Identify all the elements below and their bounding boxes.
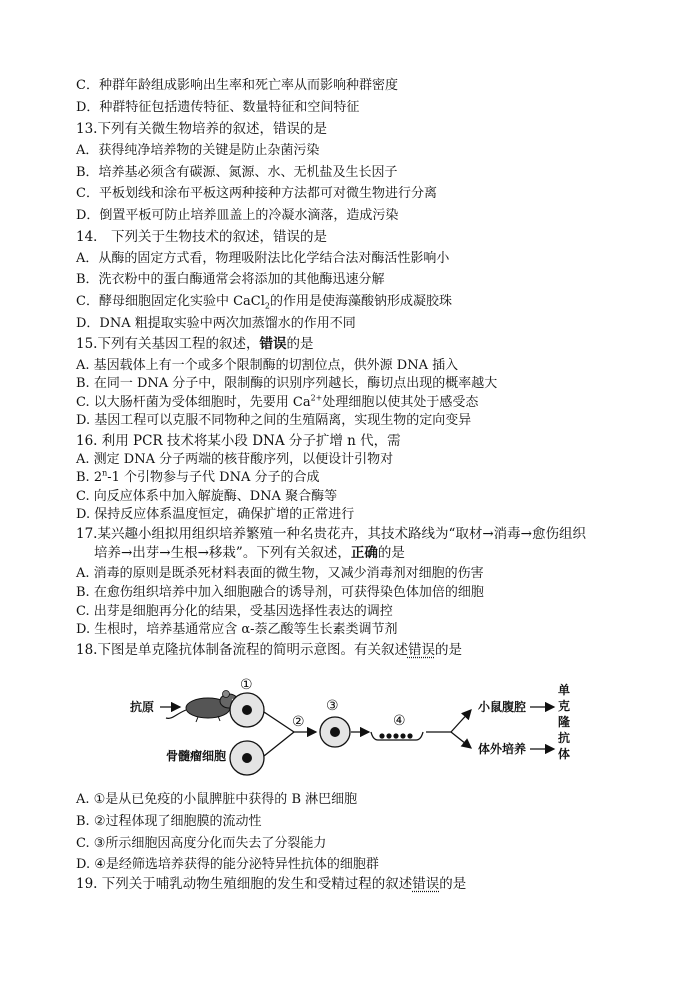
superscript-n: n bbox=[102, 468, 108, 478]
monoclonal-antibody-diagram bbox=[126, 670, 586, 782]
label-number-2: ② bbox=[292, 714, 305, 730]
keyword-wrong-dotted: 错误 bbox=[407, 642, 435, 658]
superscript-2plus: 2+ bbox=[310, 393, 323, 403]
question-15-stem bbox=[76, 336, 313, 352]
question-19-text-2: 的是 bbox=[439, 876, 467, 892]
label-number-1: ① bbox=[240, 677, 253, 693]
mouse-icon bbox=[166, 691, 238, 723]
option-14c-text-1: C．酵母细胞固定化实验中 CaCl bbox=[76, 294, 265, 309]
branch-arrow-lower bbox=[451, 732, 471, 748]
option-16b bbox=[76, 470, 320, 486]
question-15-text-1: 15.下列有关基因工程的叙述， bbox=[76, 336, 260, 352]
option-17c: C. 出芽是细胞再分化的结果，受基因选择性表达的调控 bbox=[76, 604, 393, 619]
question-19-text-1: 19. 下列关于哺乳动物生殖细胞的发生和受精过程的叙述 bbox=[76, 876, 413, 892]
option-15d: D. 基因工程可以克服不同物种之间的生殖隔离，实现生物的定向变异 bbox=[76, 413, 472, 428]
option-14c-text-2: 的作用是使海藻酸钠形成凝胶珠 bbox=[269, 294, 452, 309]
option-16a: A. 测定 DNA 分子两端的核苷酸序列，以便设计引物对 bbox=[76, 452, 394, 467]
option-18b: B. ②过程体现了细胞膜的流动性 bbox=[76, 814, 262, 829]
question-19-stem bbox=[76, 876, 466, 892]
option-16c: C. 向反应体系中加入解旋酶、DNA 聚合酶等 bbox=[76, 489, 338, 504]
fusion-line-lower bbox=[264, 732, 294, 756]
option-14a: A．从酶的固定方式看，物理吸附法比化学结合法对酶活性影响小 bbox=[76, 251, 450, 266]
question-13-stem: 13.下列有关微生物培养的叙述，错误的是 bbox=[76, 121, 327, 137]
label-product-char-1: 单 bbox=[558, 683, 571, 697]
label-myeloma-cells: 骨髓瘤细胞 bbox=[166, 749, 227, 763]
option-17a: A. 消毒的原则是既杀死材料表面的微生物，又减少消毒剂对细胞的伤害 bbox=[76, 566, 484, 581]
label-mouse-peritoneal-cavity: 小鼠腹腔 bbox=[478, 700, 527, 714]
label-number-3: ③ bbox=[326, 698, 339, 714]
subscript-2: 2 bbox=[264, 301, 270, 311]
label-number-4: ④ bbox=[393, 713, 406, 729]
option-13b: B．培养基必须含有碳源、氮源、水、无机盐及生长因子 bbox=[76, 165, 398, 180]
option-14d: D．DNA 粗提取实验中两次加蒸馏水的作用不同 bbox=[76, 316, 356, 331]
cell-colony-icon bbox=[371, 732, 423, 740]
label-product-char-5: 体 bbox=[558, 747, 571, 761]
keyword-wrong: 错误 bbox=[259, 336, 287, 352]
keyword-correct: 正确 bbox=[350, 545, 378, 561]
option-17b: B. 在愈伤组织培养中加入细胞融合的诱导剂，可获得染色体加倍的细胞 bbox=[76, 585, 484, 600]
question-18-text-2: 的是 bbox=[434, 642, 462, 658]
option-16b-text-2: -1 个引物参与子代 DNA 分子的合成 bbox=[107, 470, 320, 485]
option-18c: C. ③所示细胞因高度分化而失去了分裂能力 bbox=[76, 836, 327, 851]
option-15c bbox=[76, 395, 478, 411]
question-17-stem-2 bbox=[94, 545, 405, 561]
keyword-wrong-dotted-19: 错误 bbox=[412, 876, 440, 892]
label-in-vitro-culture: 体外培养 bbox=[478, 742, 527, 756]
option-12d: D．种群特征包括遗传特征、数量特征和空间特征 bbox=[76, 100, 360, 115]
myeloma-nucleus bbox=[242, 753, 252, 763]
label-product-char-3: 隆 bbox=[558, 715, 571, 729]
question-17-text-1: 培养→出芽→生根→移栽”。下列有关叙述， bbox=[94, 545, 351, 561]
question-18-stem bbox=[76, 642, 462, 658]
option-13d: D．倒置平板可防止培养皿盖上的冷凝水滴落，造成污染 bbox=[76, 208, 399, 223]
hybridoma-nucleus bbox=[330, 727, 340, 737]
fusion-line-upper bbox=[264, 712, 294, 732]
option-14b: B．洗衣粉中的蛋白酶通常会将添加的其他酶迅速分解 bbox=[76, 272, 385, 287]
branch-arrow-upper bbox=[451, 710, 471, 732]
question-17-stem-1: 17.某兴趣小组拟用组织培养繁殖一种名贵花卉，其技术路线为“取材→消毒→愈伤组织 bbox=[76, 526, 586, 542]
label-antigen: 抗原 bbox=[130, 700, 155, 714]
option-15c-text-1: C. 以大肠杆菌为受体细胞时，先要用 Ca bbox=[76, 395, 311, 410]
question-14-stem: 14． 下列关于生物技术的叙述，错误的是 bbox=[76, 229, 327, 245]
option-18a: A. ①是从已免疫的小鼠脾脏中获得的 B 淋巴细胞 bbox=[76, 792, 358, 807]
option-14c bbox=[76, 294, 452, 310]
option-15c-text-2: 处理细胞以使其处于感受态 bbox=[322, 395, 479, 410]
question-15-text-2: 的是 bbox=[286, 336, 314, 352]
option-17d: D. 生根时，培养基通常应含 α-萘乙酸等生长素类调节剂 bbox=[76, 622, 398, 637]
question-16-stem: 16. 利用 PCR 技术将某小段 DNA 分子扩增 n 代，需 bbox=[76, 433, 401, 449]
option-13c: C．平板划线和涂布平板这两种接种方法都可对微生物进行分离 bbox=[76, 186, 437, 201]
option-18d: D. ④是经筛选培养获得的能分泌特异性抗体的细胞群 bbox=[76, 857, 379, 872]
label-product-char-2: 克 bbox=[558, 699, 571, 713]
b-lymphocyte-nucleus bbox=[242, 705, 252, 715]
option-15a: A. 基因载体上有一个或多个限制酶的切割位点，供外源 DNA 插入 bbox=[76, 358, 459, 373]
option-12c: C．种群年龄组成影响出生率和死亡率从而影响种群密度 bbox=[76, 78, 398, 93]
option-15b: B. 在同一 DNA 分子中，限制酶的识别序列越长，酶切点出现的概率越大 bbox=[76, 376, 498, 391]
option-16d: D. 保持反应体系温度恒定，确保扩增的正常进行 bbox=[76, 507, 355, 522]
option-13a: A．获得纯净培养物的关键是防止杂菌污染 bbox=[76, 143, 320, 158]
question-18-text-1: 18.下图是单克隆抗体制备流程的简明示意图。有关叙述 bbox=[76, 642, 408, 658]
question-17-text-2: 的是 bbox=[377, 545, 405, 561]
label-product-char-4: 抗 bbox=[558, 731, 571, 745]
option-16b-text-1: B. 2 bbox=[76, 470, 103, 485]
